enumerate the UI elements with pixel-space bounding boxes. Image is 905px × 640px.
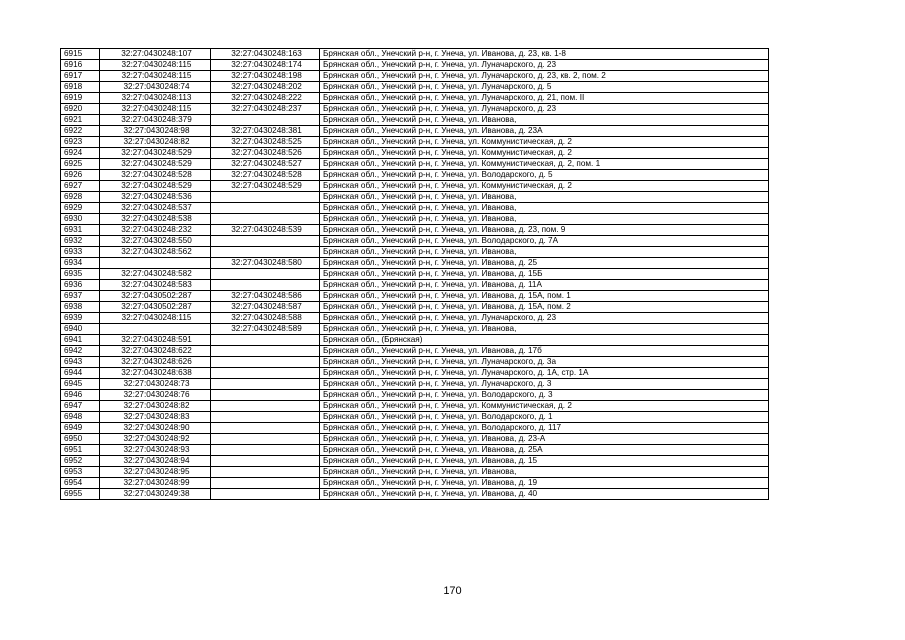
table-row [61, 71, 769, 82]
address-cell: Брянская обл., Унечский р-н, г. Унеча, ул. Луначарского, д. 3а [320, 357, 769, 368]
address-cell: Брянская обл., Унечский р-н, г. Унеча, ул. Луначарского, д. 1А, стр. 1А [320, 368, 769, 379]
address-cell: Брянская обл., Унечский р-н, г. Унеча, ул. Володарского, д. 1 [320, 412, 769, 423]
object-cadastral-number-cell: 32:27:0430248:525 [211, 137, 320, 148]
cadastral-number-cell: 32:27:0430248:73 [100, 379, 211, 390]
address-cell: Брянская обл., Унечский р-н, г. Унеча, ул. Володарского, д. 117 [320, 423, 769, 434]
cadastral-number-cell: 32:27:0430248:83 [100, 412, 211, 423]
cadastral-number-cell: 32:27:0430248:115 [100, 60, 211, 71]
object-cadastral-number-cell [211, 445, 320, 456]
table-row [61, 49, 769, 60]
address-cell: Брянская обл., Унечский р-н, г. Унеча, ул. Иванова, д. 23, пом. 9 [320, 225, 769, 236]
table-row [61, 401, 769, 412]
row-number-cell: 6937 [61, 291, 100, 302]
page-number: 170 [443, 585, 462, 597]
object-cadastral-number-cell [211, 467, 320, 478]
table-row [61, 258, 769, 269]
object-cadastral-number-cell [211, 357, 320, 368]
address-cell: Брянская обл., Унечский р-н, г. Унеча, ул. Иванова, д. 25А [320, 445, 769, 456]
cadastral-number-cell: 32:27:0430248:74 [100, 82, 211, 93]
address-cell: Брянская обл., Унечский р-н, г. Унеча, ул. Луначарского, д. 21, пом. II [320, 93, 769, 104]
address-cell: Брянская обл., Унечский р-н, г. Унеча, ул. Луначарского, д. 23 [320, 313, 769, 324]
row-number-cell: 6946 [61, 390, 100, 401]
cadastral-number-cell: 32:27:0430502:287 [100, 291, 211, 302]
object-cadastral-number-cell [211, 423, 320, 434]
cadastral-number-cell: 32:27:0430248:583 [100, 280, 211, 291]
address-cell: Брянская обл., Унечский р-н, г. Унеча, ул. Иванова, д. 17б [320, 346, 769, 357]
row-number-cell: 6951 [61, 445, 100, 456]
table-row [61, 489, 769, 500]
row-number-cell: 6915 [61, 49, 100, 60]
cadastral-number-cell: 32:27:0430248:622 [100, 346, 211, 357]
object-cadastral-number-cell: 32:27:0430248:528 [211, 170, 320, 181]
table-row [61, 467, 769, 478]
address-cell: Брянская обл., Унечский р-н, г. Унеча, ул. Иванова, д. 40 [320, 489, 769, 500]
object-cadastral-number-cell [211, 192, 320, 203]
row-number-cell: 6926 [61, 170, 100, 181]
address-cell: Брянская обл., Унечский р-н, г. Унеча, ул. Иванова, д. 25 [320, 258, 769, 269]
row-number-cell: 6952 [61, 456, 100, 467]
object-cadastral-number-cell: 32:27:0430248:222 [211, 93, 320, 104]
registry-table-body [61, 49, 769, 500]
cadastral-number-cell: 32:27:0430248:90 [100, 423, 211, 434]
row-number-cell: 6930 [61, 214, 100, 225]
row-number-cell: 6916 [61, 60, 100, 71]
object-cadastral-number-cell [211, 236, 320, 247]
object-cadastral-number-cell: 32:27:0430248:586 [211, 291, 320, 302]
table-row [61, 313, 769, 324]
table-row [61, 214, 769, 225]
object-cadastral-number-cell: 32:27:0430248:202 [211, 82, 320, 93]
cadastral-number-cell: 32:27:0430248:529 [100, 159, 211, 170]
cadastral-number-cell: 32:27:0430248:538 [100, 214, 211, 225]
row-number-cell: 6948 [61, 412, 100, 423]
row-number-cell: 6929 [61, 203, 100, 214]
object-cadastral-number-cell: 32:27:0430248:381 [211, 126, 320, 137]
object-cadastral-number-cell [211, 203, 320, 214]
object-cadastral-number-cell [211, 115, 320, 126]
table-row [61, 302, 769, 313]
row-number-cell: 6941 [61, 335, 100, 346]
cadastral-number-cell: 32:27:0430248:529 [100, 181, 211, 192]
row-number-cell: 6918 [61, 82, 100, 93]
address-cell: Брянская обл., Унечский р-н, г. Унеча, ул. Иванова, д. 15 [320, 456, 769, 467]
object-cadastral-number-cell [211, 247, 320, 258]
cadastral-number-cell: 32:27:0430248:638 [100, 368, 211, 379]
table-row [61, 335, 769, 346]
table-row [61, 181, 769, 192]
row-number-cell: 6917 [61, 71, 100, 82]
cadastral-number-cell: 32:27:0430248:115 [100, 313, 211, 324]
address-cell: Брянская обл., Унечский р-н, г. Унеча, ул. Иванова, [320, 192, 769, 203]
table-row [61, 159, 769, 170]
object-cadastral-number-cell [211, 434, 320, 445]
cadastral-number-cell: 32:27:0430248:76 [100, 390, 211, 401]
address-cell: Брянская обл., Унечский р-н, г. Унеча, ул. Иванова, д. 15А, пом. 1 [320, 291, 769, 302]
cadastral-number-cell [100, 258, 211, 269]
row-number-cell: 6922 [61, 126, 100, 137]
address-cell: Брянская обл., Унечский р-н, г. Унеча, ул. Коммунистическая, д. 2 [320, 137, 769, 148]
row-number-cell: 6947 [61, 401, 100, 412]
table-row [61, 291, 769, 302]
address-cell: Брянская обл., Унечский р-н, г. Унеча, ул. Коммунистическая, д. 2, пом. 1 [320, 159, 769, 170]
row-number-cell: 6940 [61, 324, 100, 335]
table-row [61, 445, 769, 456]
address-cell: Брянская обл., Унечский р-н, г. Унеча, ул. Луначарского, д. 23 [320, 104, 769, 115]
address-cell: Брянская обл., (Брянская) [320, 335, 769, 346]
row-number-cell: 6921 [61, 115, 100, 126]
object-cadastral-number-cell [211, 412, 320, 423]
address-cell: Брянская обл., Унечский р-н, г. Унеча, ул. Иванова, д. 15А, пом. 2 [320, 302, 769, 313]
table-row [61, 104, 769, 115]
object-cadastral-number-cell [211, 335, 320, 346]
object-cadastral-number-cell: 32:27:0430248:589 [211, 324, 320, 335]
table-row [61, 247, 769, 258]
cadastral-number-cell: 32:27:0430248:591 [100, 335, 211, 346]
table-row [61, 456, 769, 467]
row-number-cell: 6932 [61, 236, 100, 247]
table-row [61, 357, 769, 368]
table-row [61, 148, 769, 159]
table-row [61, 82, 769, 93]
row-number-cell: 6935 [61, 269, 100, 280]
table-row [61, 236, 769, 247]
object-cadastral-number-cell: 32:27:0430248:237 [211, 104, 320, 115]
row-number-cell: 6942 [61, 346, 100, 357]
row-number-cell: 6927 [61, 181, 100, 192]
cadastral-number-cell: 32:27:0430248:98 [100, 126, 211, 137]
address-cell: Брянская обл., Унечский р-н, г. Унеча, ул. Иванова, [320, 203, 769, 214]
cadastral-number-cell: 32:27:0430248:582 [100, 269, 211, 280]
row-number-cell: 6923 [61, 137, 100, 148]
row-number-cell: 6949 [61, 423, 100, 434]
row-number-cell: 6931 [61, 225, 100, 236]
row-number-cell: 6933 [61, 247, 100, 258]
object-cadastral-number-cell: 32:27:0430248:198 [211, 71, 320, 82]
table-row [61, 324, 769, 335]
object-cadastral-number-cell: 32:27:0430248:526 [211, 148, 320, 159]
object-cadastral-number-cell: 32:27:0430248:587 [211, 302, 320, 313]
object-cadastral-number-cell [211, 280, 320, 291]
row-number-cell: 6953 [61, 467, 100, 478]
object-cadastral-number-cell: 32:27:0430248:527 [211, 159, 320, 170]
row-number-cell: 6938 [61, 302, 100, 313]
table-row [61, 126, 769, 137]
object-cadastral-number-cell [211, 269, 320, 280]
cadastral-number-cell: 32:27:0430248:93 [100, 445, 211, 456]
cadastral-number-cell: 32:27:0430248:115 [100, 104, 211, 115]
address-cell: Брянская обл., Унечский р-н, г. Унеча, ул. Иванова, [320, 115, 769, 126]
cadastral-number-cell: 32:27:0430249:38 [100, 489, 211, 500]
cadastral-number-cell: 32:27:0430248:528 [100, 170, 211, 181]
cadastral-number-cell: 32:27:0430248:92 [100, 434, 211, 445]
table-row [61, 390, 769, 401]
table-row [61, 434, 769, 445]
object-cadastral-number-cell [211, 390, 320, 401]
table-row [61, 368, 769, 379]
table-row [61, 60, 769, 71]
address-cell: Брянская обл., Унечский р-н, г. Унеча, ул. Иванова, д. 11А [320, 280, 769, 291]
object-cadastral-number-cell: 32:27:0430248:163 [211, 49, 320, 60]
address-cell: Брянская обл., Унечский р-н, г. Унеча, ул. Иванова, [320, 247, 769, 258]
table-row [61, 137, 769, 148]
table-row [61, 93, 769, 104]
row-number-cell: 6943 [61, 357, 100, 368]
address-cell: Брянская обл., Унечский р-н, г. Унеча, ул. Коммунистическая, д. 2 [320, 181, 769, 192]
object-cadastral-number-cell: 32:27:0430248:539 [211, 225, 320, 236]
cadastral-number-cell [100, 324, 211, 335]
address-cell: Брянская обл., Унечский р-н, г. Унеча, ул. Володарского, д. 5 [320, 170, 769, 181]
cadastral-number-cell: 32:27:0430248:115 [100, 71, 211, 82]
cadastral-number-cell: 32:27:0430248:537 [100, 203, 211, 214]
object-cadastral-number-cell [211, 489, 320, 500]
table-row [61, 269, 769, 280]
object-cadastral-number-cell: 32:27:0430248:174 [211, 60, 320, 71]
table-row [61, 170, 769, 181]
cadastral-number-cell: 32:27:0430248:113 [100, 93, 211, 104]
object-cadastral-number-cell [211, 214, 320, 225]
table-row [61, 478, 769, 489]
address-cell: Брянская обл., Унечский р-н, г. Унеча, ул. Иванова, д. 19 [320, 478, 769, 489]
object-cadastral-number-cell [211, 346, 320, 357]
row-number-cell: 6936 [61, 280, 100, 291]
cadastral-number-cell: 32:27:0430248:82 [100, 401, 211, 412]
cadastral-number-cell: 32:27:0430248:550 [100, 236, 211, 247]
address-cell: Брянская обл., Унечский р-н, г. Унеча, ул. Иванова, [320, 467, 769, 478]
address-cell: Брянская обл., Унечский р-н, г. Унеча, ул. Иванова, д. 15Б [320, 269, 769, 280]
address-cell: Брянская обл., Унечский р-н, г. Унеча, ул. Володарского, д. 3 [320, 390, 769, 401]
cadastral-number-cell: 32:27:0430248:94 [100, 456, 211, 467]
row-number-cell: 6924 [61, 148, 100, 159]
address-cell: Брянская обл., Унечский р-н, г. Унеча, ул. Луначарского, д. 5 [320, 82, 769, 93]
table-row [61, 115, 769, 126]
table-row [61, 225, 769, 236]
address-cell: Брянская обл., Унечский р-н, г. Унеча, ул. Луначарского, д. 3 [320, 379, 769, 390]
address-cell: Брянская обл., Унечский р-н, г. Унеча, ул. Коммунистическая, д. 2 [320, 148, 769, 159]
row-number-cell: 6944 [61, 368, 100, 379]
address-cell: Брянская обл., Унечский р-н, г. Унеча, ул. Иванова, д. 23-А [320, 434, 769, 445]
row-number-cell: 6919 [61, 93, 100, 104]
object-cadastral-number-cell [211, 401, 320, 412]
cadastral-number-cell: 32:27:0430502:287 [100, 302, 211, 313]
row-number-cell: 6955 [61, 489, 100, 500]
object-cadastral-number-cell [211, 379, 320, 390]
row-number-cell: 6945 [61, 379, 100, 390]
object-cadastral-number-cell [211, 368, 320, 379]
table-row [61, 192, 769, 203]
row-number-cell: 6934 [61, 258, 100, 269]
cadastral-number-cell: 32:27:0430248:626 [100, 357, 211, 368]
object-cadastral-number-cell [211, 456, 320, 467]
cadastral-number-cell: 32:27:0430248:107 [100, 49, 211, 60]
table-row [61, 412, 769, 423]
object-cadastral-number-cell [211, 478, 320, 489]
address-cell: Брянская обл., Унечский р-н, г. Унеча, ул. Иванова, [320, 324, 769, 335]
table-row [61, 280, 769, 291]
address-cell: Брянская обл., Унечский р-н, г. Унеча, ул. Луначарского, д. 23 [320, 60, 769, 71]
row-number-cell: 6925 [61, 159, 100, 170]
cadastral-number-cell: 32:27:0430248:82 [100, 137, 211, 148]
cadastral-number-cell: 32:27:0430248:379 [100, 115, 211, 126]
address-cell: Брянская обл., Унечский р-н, г. Унеча, ул. Луначарского, д. 23, кв. 2, пом. 2 [320, 71, 769, 82]
address-cell: Брянская обл., Унечский р-н, г. Унеча, ул. Коммунистическая, д. 2 [320, 401, 769, 412]
cadastral-number-cell: 32:27:0430248:95 [100, 467, 211, 478]
object-cadastral-number-cell: 32:27:0430248:580 [211, 258, 320, 269]
object-cadastral-number-cell: 32:27:0430248:529 [211, 181, 320, 192]
table-row [61, 423, 769, 434]
row-number-cell: 6954 [61, 478, 100, 489]
cadastral-number-cell: 32:27:0430248:529 [100, 148, 211, 159]
cadastral-number-cell: 32:27:0430248:562 [100, 247, 211, 258]
row-number-cell: 6939 [61, 313, 100, 324]
registry-table [60, 48, 769, 500]
cadastral-number-cell: 32:27:0430248:99 [100, 478, 211, 489]
row-number-cell: 6928 [61, 192, 100, 203]
address-cell: Брянская обл., Унечский р-н, г. Унеча, ул. Иванова, д. 23, кв. 1-8 [320, 49, 769, 60]
cadastral-number-cell: 32:27:0430248:536 [100, 192, 211, 203]
table-row [61, 346, 769, 357]
address-cell: Брянская обл., Унечский р-н, г. Унеча, ул. Иванова, д. 23А [320, 126, 769, 137]
table-row [61, 203, 769, 214]
row-number-cell: 6950 [61, 434, 100, 445]
table-row [61, 379, 769, 390]
cadastral-number-cell: 32:27:0430248:232 [100, 225, 211, 236]
row-number-cell: 6920 [61, 104, 100, 115]
object-cadastral-number-cell: 32:27:0430248:588 [211, 313, 320, 324]
address-cell: Брянская обл., Унечский р-н, г. Унеча, ул. Володарского, д. 7А [320, 236, 769, 247]
address-cell: Брянская обл., Унечский р-н, г. Унеча, ул. Иванова, [320, 214, 769, 225]
